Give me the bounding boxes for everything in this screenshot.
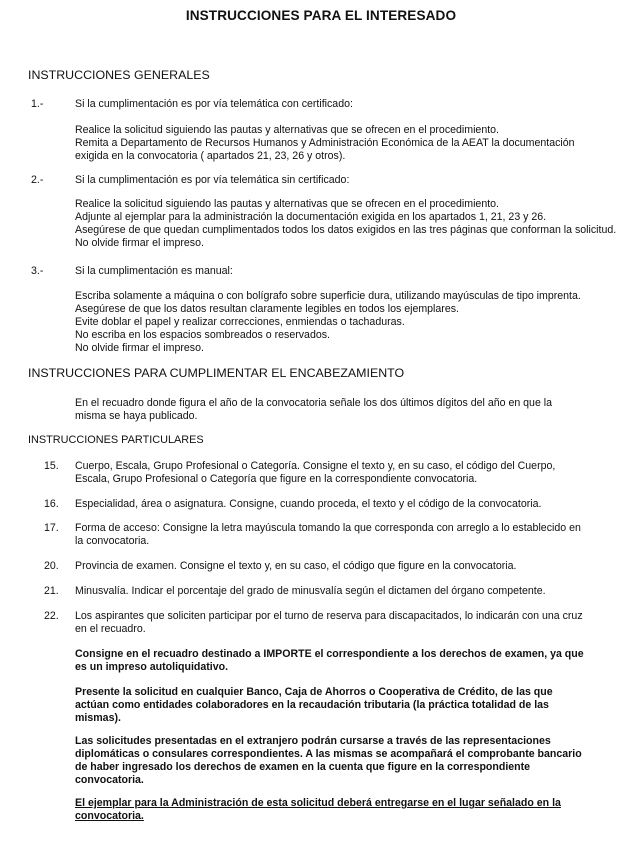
header-instructions-heading: INSTRUCCIONES PARA CUMPLIMENTAR EL ENCABEZAMIENTO — [28, 366, 405, 380]
general-item-line: exigida en la convocatoria ( apartados 21, 23, 26 y otros). — [75, 150, 346, 162]
general-item-line: Evite doblar el papel y realizar correcciones, enmiendas o tachaduras. — [75, 316, 405, 328]
particular-item-line: Minusvalía. Indicar el porcentaje del grado de minusvalía según el dictamen del órgano competente. — [75, 585, 546, 597]
general-item-line: Asegúrese de que quedan cumplimentados todos los datos exigidos en las tres páginas que conforman la solicitud. — [75, 224, 617, 236]
fee-paragraph — [75, 648, 615, 674]
general-item-line: No escriba en los espacios sombreados o reservados. — [75, 329, 330, 341]
particular-item-line: en el recuadro. — [75, 623, 146, 635]
particular-item-number: 21. — [44, 585, 59, 597]
particular-item-line: Provincia de examen. Consigne el texto y, en su caso, el código que figure en la convocatoria. — [75, 560, 517, 572]
particular-item-line: Los aspirantes que soliciten participar por el turno de reserva para discapacitados, lo indicarán con una cruz — [75, 610, 583, 622]
bank-paragraph-line: actúan como entidades colaboradores en la recaudación tributaria (la práctica totalidad de las — [75, 699, 549, 711]
particular-item-number: 15. — [44, 460, 59, 472]
final-note — [75, 797, 615, 823]
particular-item-line: Forma de acceso: Consigne la letra mayúscula tomando la que corresponda con arreglo a lo establecido en — [75, 522, 581, 534]
general-item-body — [75, 290, 615, 355]
abroad-paragraph-line: de haber ingresado los derechos de examen en la cuenta que figure en la correspondiente — [75, 761, 531, 773]
general-item-line: Remita a Departamento de Recursos Humanos y Administración Económica de la AEAT la documentación — [75, 137, 575, 149]
particular-item-line: Cuerpo, Escala, Grupo Profesional o Categoría. Consigne el texto y, en su caso, el código del Cuerpo, — [75, 460, 556, 472]
header-instructions-body — [75, 397, 615, 423]
general-item-lead: Si la cumplimentación es por vía telemática sin certificado: — [75, 174, 350, 186]
general-item-number: 1.- — [31, 98, 44, 110]
header-instructions-line: En el recuadro donde figura el año de la convocatoria señale los dos últimos dígitos del año en que la — [75, 397, 553, 409]
abroad-paragraph-line: convocatoria. — [75, 774, 144, 786]
final-note-line: convocatoria. — [75, 810, 144, 822]
general-item-line: Adjunte al ejemplar para la administración la documentación exigida en los apartados 1, 21, 23 y 26. — [75, 211, 547, 223]
general-item-number: 3.- — [31, 265, 44, 277]
general-item-line: Realice la solicitud siguiendo las pautas y alternativas que se ofrecen en el procedimiento. — [75, 124, 499, 136]
particular-item-text — [75, 610, 615, 636]
final-note-line: El ejemplar para la Administración de esta solicitud deberá entregarse en el lugar señalado en la — [75, 797, 561, 809]
particular-item-text — [75, 460, 615, 486]
particular-item-text — [75, 498, 615, 511]
particular-item-number: 20. — [44, 560, 59, 572]
particular-item-number: 16. — [44, 498, 59, 510]
general-item-body — [75, 124, 615, 163]
particular-item-number: 17. — [44, 522, 59, 534]
general-item-number: 2.- — [31, 174, 44, 186]
particular-instructions-heading: INSTRUCCIONES PARTICULARES — [28, 434, 204, 446]
general-item-lead: Si la cumplimentación es manual: — [75, 265, 233, 277]
fee-paragraph-line: es un impreso autoliquidativo. — [75, 661, 229, 673]
general-item-line: No olvide firmar el impreso. — [75, 237, 204, 249]
particular-item-line: la convocatoria. — [75, 535, 150, 547]
general-item-lead: Si la cumplimentación es por vía telemática con certificado: — [75, 98, 353, 110]
bank-paragraph-line: mismas). — [75, 712, 121, 724]
abroad-paragraph — [75, 735, 615, 787]
particular-item-text — [75, 522, 615, 548]
general-item-body — [75, 198, 615, 250]
abroad-paragraph-line: diplomáticas o consulares correspondientes. A las mismas se acompañará el comprobante bancario — [75, 748, 582, 760]
page-title: INSTRUCCIONES PARA EL INTERESADO — [185, 8, 457, 23]
general-item-line: Asegúrese de que los datos resultan claramente legibles en todos los ejemplares. — [75, 303, 459, 315]
particular-item-line: Especialidad, área o asignatura. Consigne, cuando proceda, el texto y el código de la convocatoria. — [75, 498, 542, 510]
particular-item-line: Escala, Grupo Profesional o Categoría que figure en la correspondiente convocatoria. — [75, 473, 478, 485]
bank-paragraph — [75, 686, 615, 725]
fee-paragraph-line: Consigne en el recuadro destinado a IMPORTE el correspondiente a los derechos de examen, ya que — [75, 648, 584, 660]
general-instructions-heading: INSTRUCCIONES GENERALES — [28, 68, 210, 82]
bank-paragraph-line: Presente la solicitud en cualquier Banco, Caja de Ahorros o Cooperativa de Crédito, de las que — [75, 686, 553, 698]
general-item-line: Realice la solicitud siguiendo las pautas y alternativas que se ofrecen en el procedimiento. — [75, 198, 499, 210]
abroad-paragraph-line: Las solicitudes presentadas en el extranjero podrán cursarse a través de las representaciones — [75, 735, 551, 747]
particular-item-text — [75, 585, 615, 598]
general-item-line: No olvide firmar el impreso. — [75, 342, 204, 354]
general-item-line: Escriba solamente a máquina o con bolígrafo sobre superficie dura, utilizando mayúsculas de tipo imprenta. — [75, 290, 581, 302]
particular-item-text — [75, 560, 615, 573]
header-instructions-line: misma se haya publicado. — [75, 410, 198, 422]
particular-item-number: 22. — [44, 610, 59, 622]
